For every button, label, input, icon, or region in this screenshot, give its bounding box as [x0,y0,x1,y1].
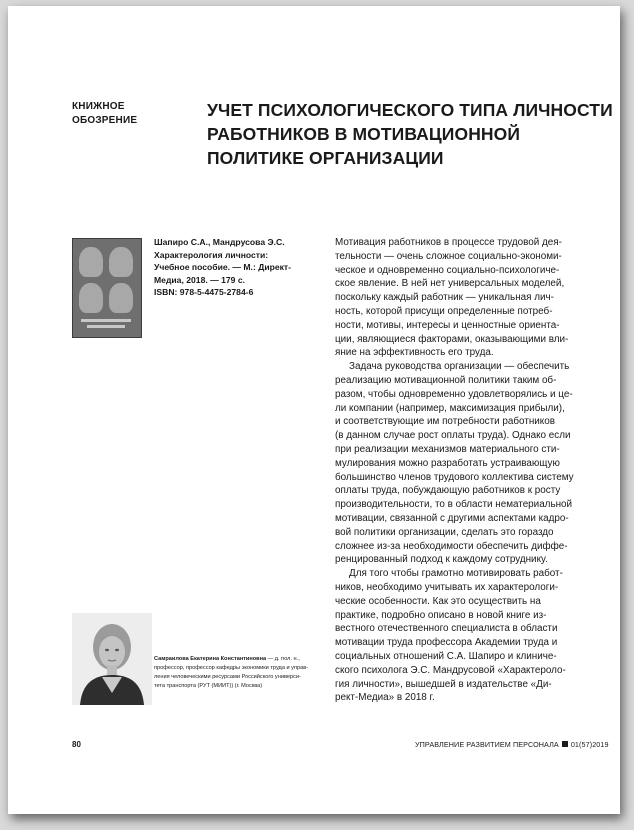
author-photo [72,613,152,705]
article-title [207,98,613,170]
body-line: ское явление. В ней нет универсальных моделей, [335,278,565,290]
body-line: сложнее из-за необходимости обеспечить диффе- [335,540,568,552]
body-line: ренцированный подход к каждому сотруднику. [335,554,548,566]
body-line: (в данном случае рост оплаты труда). Однако если [335,430,571,442]
body-line: большинство членов трудового коллектива систему [335,471,574,483]
body-line: ников, необходимо учитывать их характерологи- [335,581,559,593]
body-line: мотивации, связанной с другими аспектами кадро- [335,512,569,524]
citation-line: ISBN: 978-5-4475-2784-6 [154,287,254,297]
body-line: Задача руководства организации — обеспечить [349,361,570,373]
book-cover-image [72,238,142,338]
issue-number: 01(57)2019 [570,740,609,749]
author-caption-line: профессор, профессор кафедры экономики труда и управ- [154,665,309,671]
title-line: РАБОТНИКОВ В МОТИВАЦИОННОЙ [207,124,521,144]
section-label-line: КНИЖНОЕ [72,101,125,112]
body-line: социальных отношений С.А. Шапиро и клиниче- [335,650,557,662]
author-degree: — д. пол. н., [266,656,300,662]
running-footer [415,740,609,749]
body-line: мотивации труда профессора Академии труда и [335,637,558,649]
body-line: Для того чтобы грамотно мотивировать работ- [349,568,563,580]
body-line: рект-Медиа» в 2018 г. [335,692,435,704]
section-label [72,100,162,128]
citation-line: Шапиро С.А., Мандрусова Э.С. [154,237,285,247]
body-line: Мотивация работников в процессе трудовой дея- [335,237,562,248]
body-line: оплаты труда, побуждающую работников к росту [335,485,561,497]
body-line: реализацию мотивационной политики таким об- [335,374,557,386]
body-line: и соответствующие им потребности работников [335,416,555,428]
author-name: Самраилова Екатерина Константиновна [154,656,267,662]
section-label-line: ОБОЗРЕНИЕ [72,115,138,126]
body-line: вестного отечественного специалиста в области [335,623,558,635]
body-line: ческие особенности. Как это осуществить на [335,595,541,607]
citation-line: Учебное пособие. — М.: Директ- [154,262,292,272]
author-portrait-icon [72,613,152,705]
body-line: поскольку каждый работник — уникальная лич- [335,292,554,304]
citation-line: Медиа, 2018. — 179 с. [154,274,245,285]
body-line: гия личности», вышедшей в издательстве «Ди- [335,678,552,690]
body-line: ческое и одновременно социально-психологиче- [335,264,560,276]
citation-line: Характерология личности: [154,249,269,260]
body-line: ского психолога Э.С. Мандрусовой «Характероло- [335,664,566,676]
body-line: при реализации механизмов материального сти- [335,443,560,455]
author-caption-line: тета транспорта (РУТ (МИИТ)) (г. Москва) [154,683,263,689]
body-line: тельности — очень сложное социально-экономи- [335,250,562,262]
body-line: практике, подробно описано в новой книге из- [335,609,547,621]
article-body [335,236,600,705]
author-caption-line: ления человеческими ресурсами Российского универси- [154,674,301,680]
body-line: разом, чтобы одновременно удовлетворялись и це- [335,388,573,400]
square-separator-icon [562,741,568,747]
body-line: ции, являющиеся факторами, оказывающими вли- [335,333,569,345]
title-line: УЧЕТ ПСИХОЛОГИЧЕСКОГО ТИПА ЛИЧНОСТИ [207,100,613,120]
book-citation [154,236,304,299]
body-line: яние на эффективность его труда. [335,347,494,359]
author-caption [154,655,324,691]
body-line: вой политики организации, сделать это гораздо [335,526,554,538]
body-line: ности, мотивы, интересы и ценностные ориента- [335,319,560,331]
title-line: ПОЛИТИКЕ ОРГАНИЗАЦИИ [207,148,444,168]
body-line: ли компании (например, максимизация прибыли), [335,402,565,414]
journal-name: УПРАВЛЕНИЕ РАЗВИТИЕМ ПЕРСОНАЛА [415,740,559,749]
body-line: ность, которой присущи определенные потреб- [335,305,553,317]
body-line: производительности, то в области нематериальной [335,499,573,511]
page-number: 80 [72,740,81,749]
body-line: мулирования можно разработать устраивающую [335,457,560,469]
